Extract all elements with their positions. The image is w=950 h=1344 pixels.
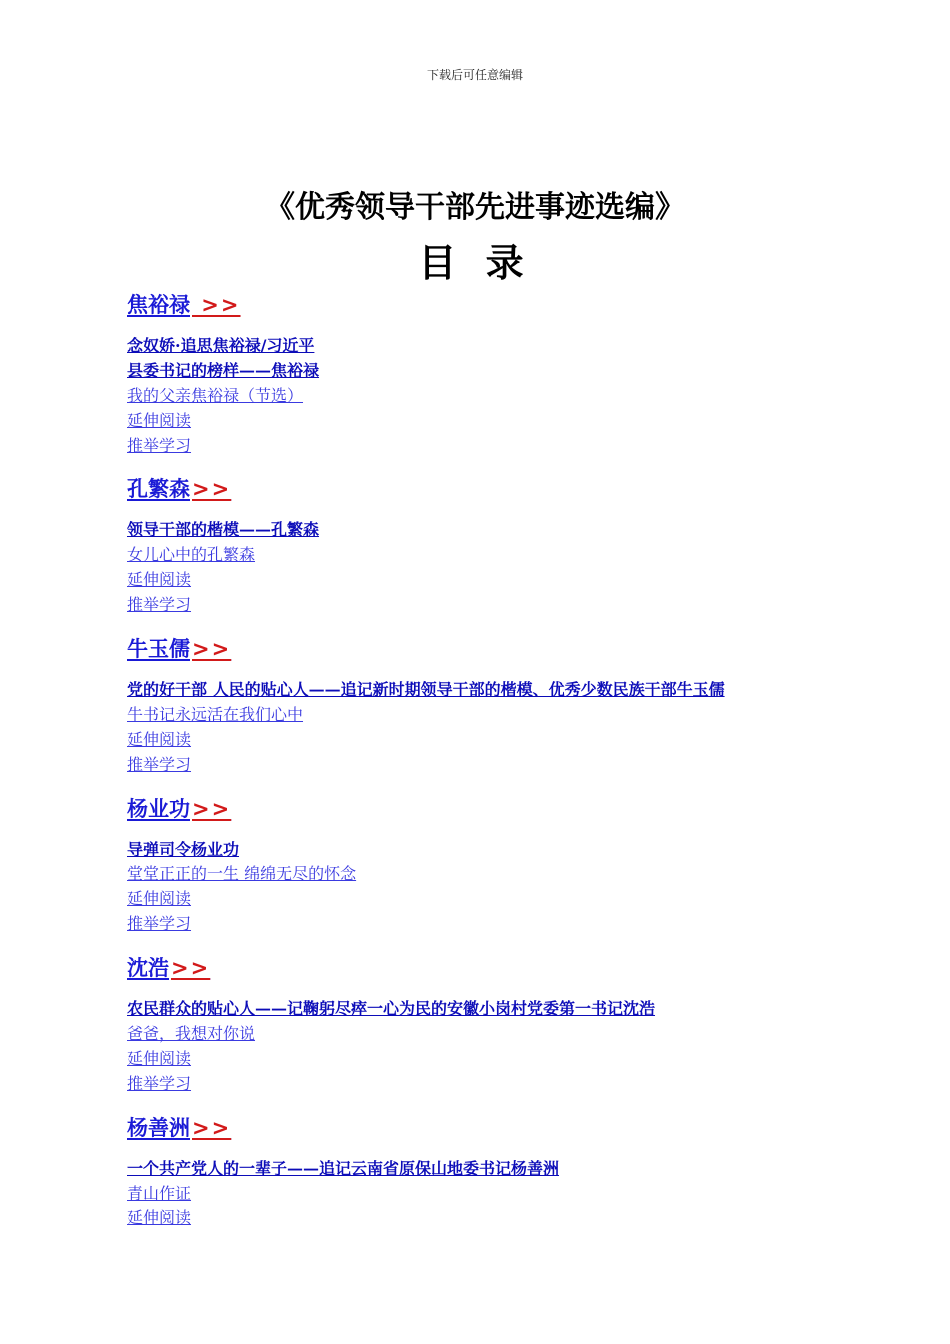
header-note: 下载后可任意编辑 bbox=[426, 68, 523, 82]
toc-item-link[interactable]: 党的好干部 人民的贴心人——追记新时期领导干部的楷模、优秀少数民族干部牛玉儒 bbox=[127, 680, 725, 700]
section-name: 沈浩 bbox=[127, 956, 169, 981]
document-title: 《优秀领导干部先进事迹选编》 bbox=[265, 190, 685, 225]
toc-item-link[interactable]: 延伸阅读 bbox=[127, 889, 192, 909]
section-heading-link[interactable] bbox=[127, 951, 210, 985]
section-arrow: >> bbox=[192, 637, 232, 662]
toc-item-link[interactable]: 县委书记的榜样——焦裕禄 bbox=[127, 360, 320, 380]
toc-item-link[interactable]: 推举学习 bbox=[127, 1073, 192, 1093]
table-of-contents bbox=[127, 288, 887, 1231]
toc-item-link[interactable]: 念奴娇·追思焦裕禄/习近平 bbox=[127, 336, 315, 355]
section-heading-link[interactable] bbox=[127, 792, 231, 826]
section-arrow: >> bbox=[192, 1115, 232, 1140]
toc-item-link[interactable]: 推举学习 bbox=[127, 435, 192, 455]
toc-section bbox=[127, 288, 887, 458]
section-name: 焦裕禄 bbox=[127, 293, 190, 317]
section-arrow: >> bbox=[192, 796, 232, 821]
toc-section bbox=[127, 1111, 887, 1232]
toc-item-link[interactable]: 一个共产党人的一辈子——追记云南省原保山地委书记杨善洲 bbox=[127, 1158, 560, 1178]
toc-item-link[interactable]: 青山作证 bbox=[127, 1183, 192, 1203]
toc-item-link[interactable]: 爸爸，我想对你说 bbox=[127, 1024, 256, 1044]
toc-item-link[interactable]: 我的父亲焦裕禄（节选） bbox=[127, 385, 304, 405]
section-name: 牛玉儒 bbox=[127, 637, 190, 662]
toc-item-link[interactable]: 导弹司令杨业功 bbox=[127, 839, 240, 859]
toc-item-link[interactable]: 女儿心中的孔繁森 bbox=[127, 545, 256, 565]
section-arrow: >> bbox=[171, 956, 211, 981]
section-name: 杨业功 bbox=[127, 796, 190, 821]
section-spacer bbox=[127, 618, 887, 632]
toc-item-link[interactable]: 农民群众的贴心人——记鞠躬尽瘁一心为民的安徽小岗村党委第一书记沈浩 bbox=[127, 999, 656, 1019]
section-spacer bbox=[127, 937, 887, 951]
toc-item-link[interactable]: 延伸阅读 bbox=[127, 1048, 192, 1068]
section-arrow: >> bbox=[192, 477, 232, 502]
toc-item-link[interactable]: 牛书记永远活在我们心中 bbox=[127, 704, 304, 724]
section-arrow: >> bbox=[192, 293, 241, 317]
section-spacer bbox=[127, 458, 887, 472]
toc-section bbox=[127, 951, 887, 1097]
toc-item-link[interactable]: 延伸阅读 bbox=[127, 729, 192, 749]
section-heading-link[interactable] bbox=[127, 632, 231, 666]
section-heading-link[interactable] bbox=[127, 472, 231, 506]
section-name: 杨善洲 bbox=[127, 1115, 190, 1140]
toc-item-link[interactable]: 延伸阅读 bbox=[127, 410, 192, 430]
toc-item-link[interactable]: 推举学习 bbox=[127, 914, 192, 934]
toc-item-link[interactable]: 推举学习 bbox=[127, 754, 192, 774]
toc-item-link[interactable]: 堂堂正正的一生 绵绵无尽的怀念 bbox=[127, 864, 357, 884]
section-name: 孔繁森 bbox=[127, 477, 190, 502]
toc-item-link[interactable]: 延伸阅读 bbox=[127, 1208, 192, 1228]
section-heading-link[interactable] bbox=[127, 1111, 231, 1145]
toc-section bbox=[127, 792, 887, 938]
toc-heading: 目 录 bbox=[418, 241, 532, 285]
section-spacer bbox=[127, 1097, 887, 1111]
toc-item-link[interactable]: 延伸阅读 bbox=[127, 570, 192, 590]
toc-item-link[interactable]: 领导干部的楷模——孔繁森 bbox=[127, 520, 320, 540]
section-heading-link[interactable] bbox=[127, 288, 241, 322]
toc-item-link[interactable]: 推举学习 bbox=[127, 595, 192, 615]
section-spacer bbox=[127, 778, 887, 792]
toc-section bbox=[127, 472, 887, 618]
toc-section bbox=[127, 632, 887, 778]
